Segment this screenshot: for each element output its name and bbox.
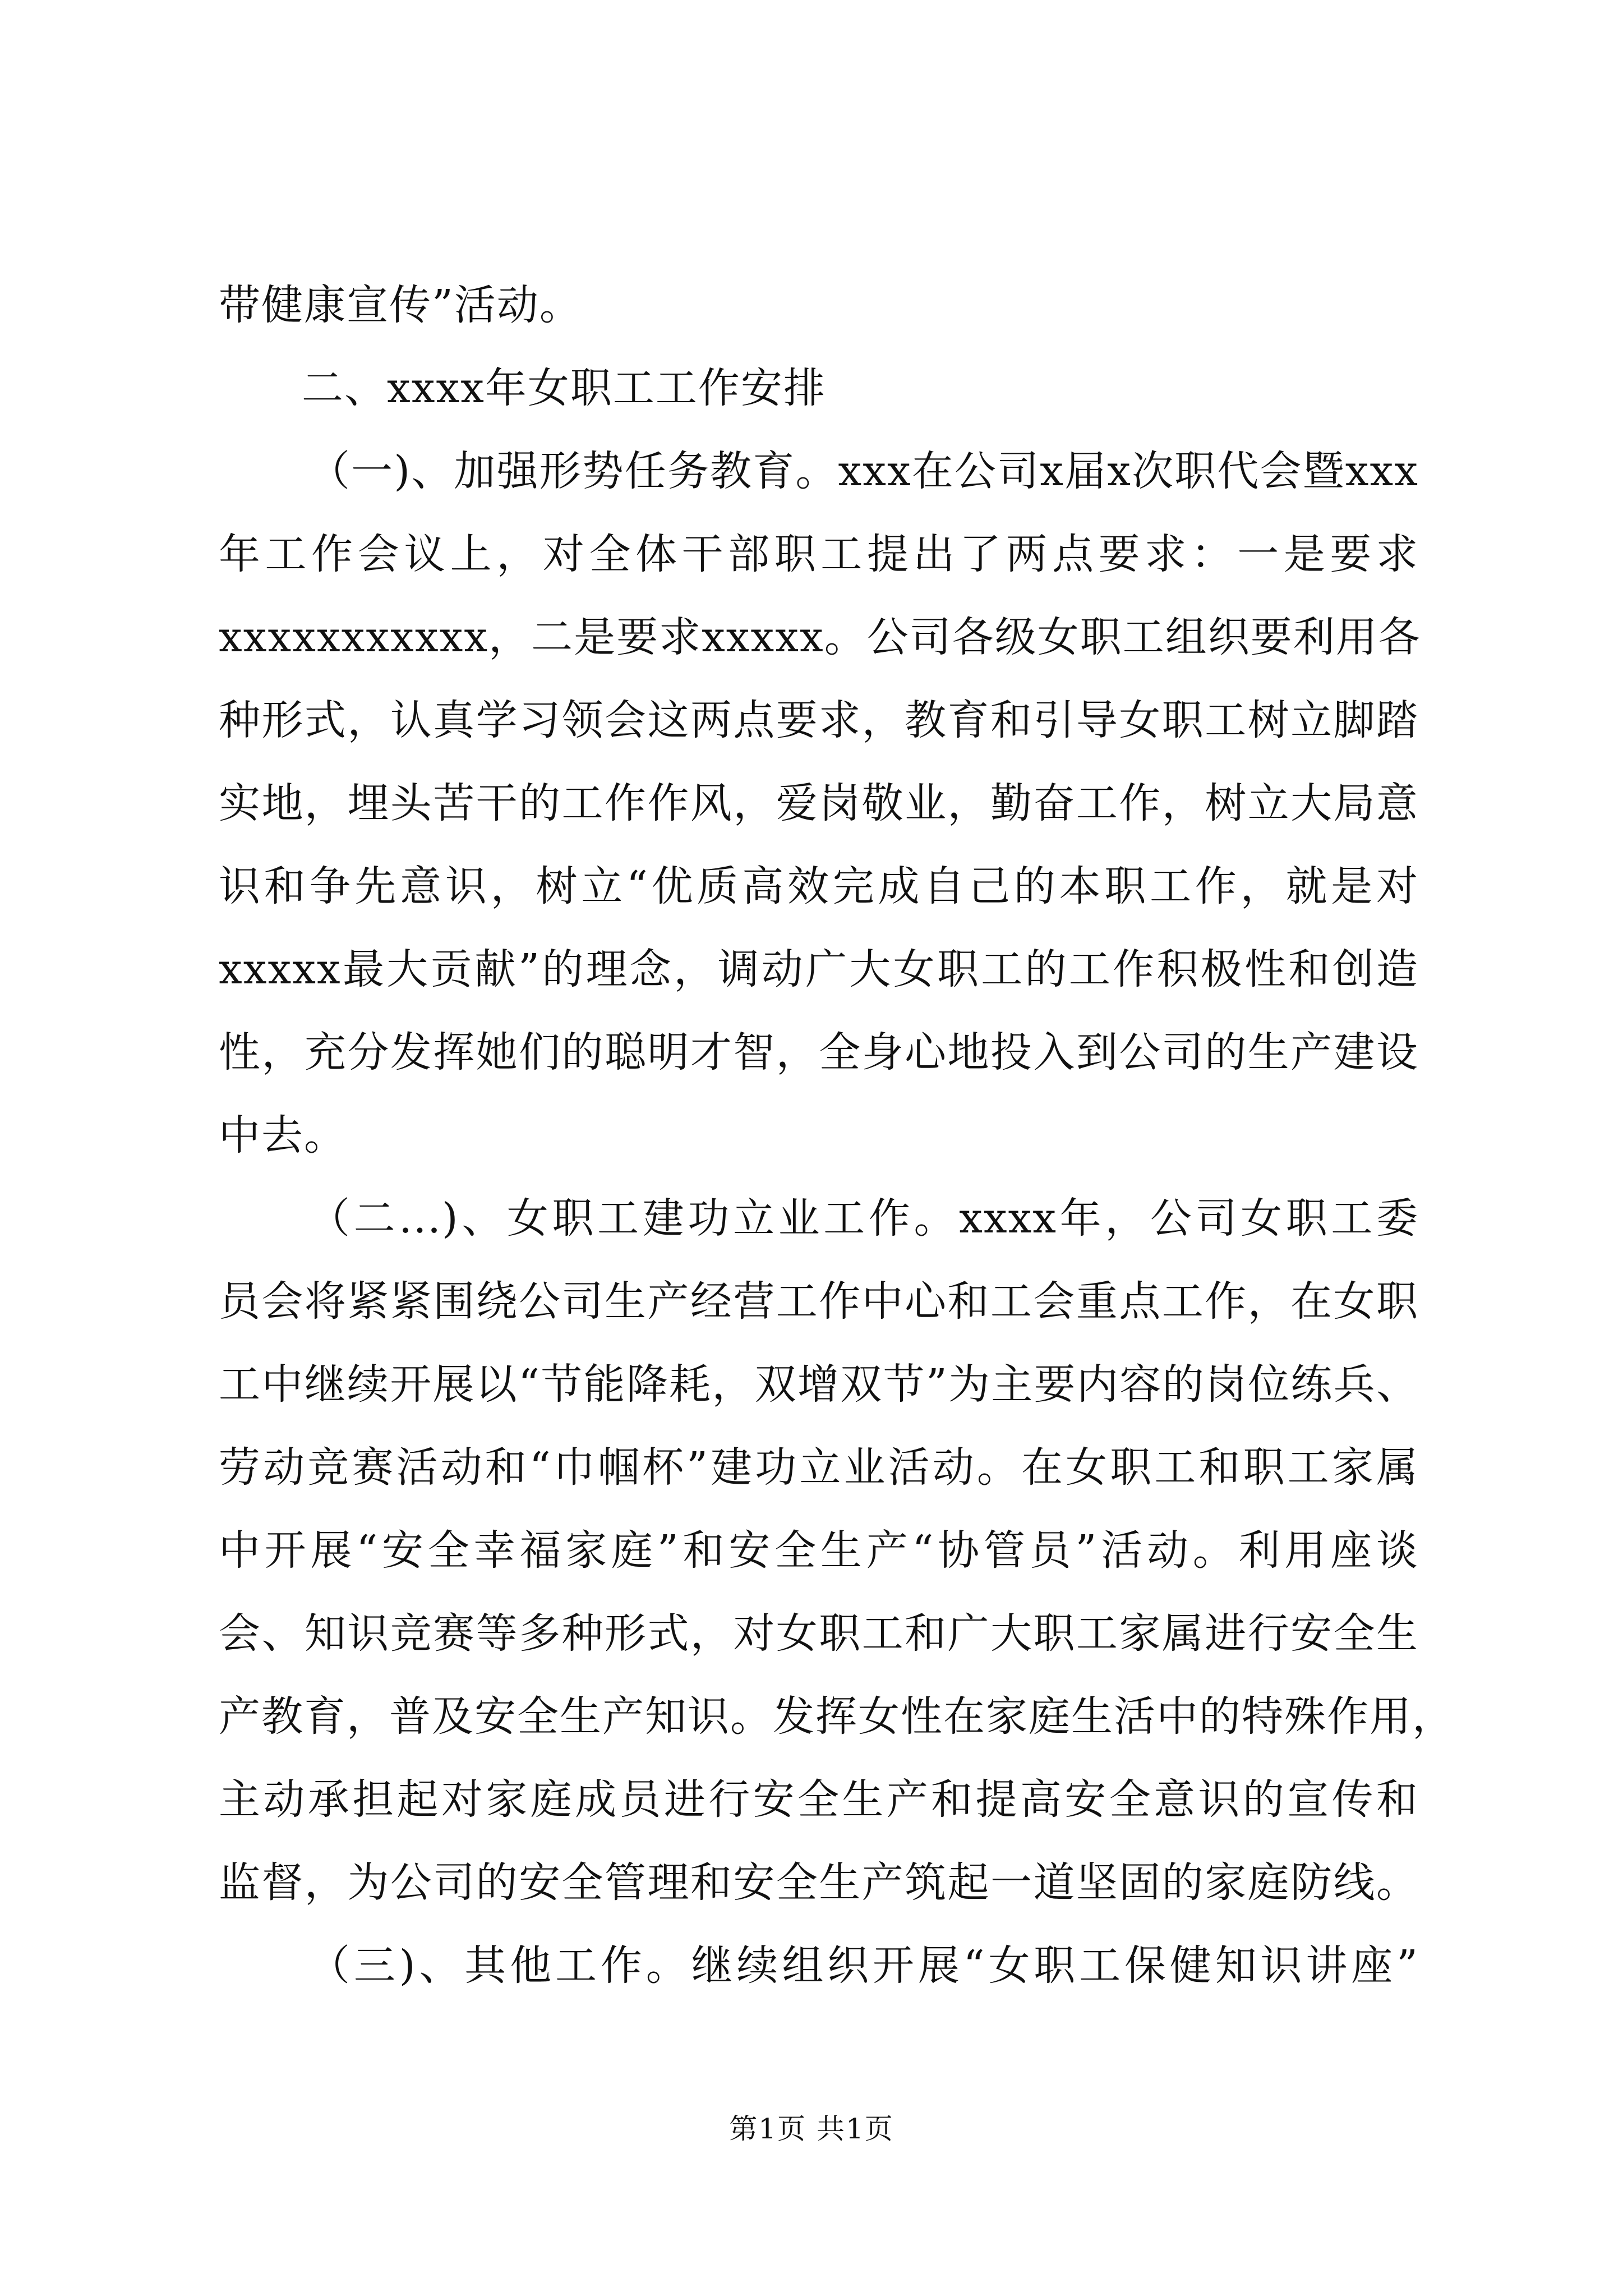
- text-line: 识和争先意识，树立“优质高效完成自己的本职工作，就是对: [219, 862, 1419, 910]
- text-line: 中开展“安全幸福家庭”和安全生产“协管员”活动。利用座谈: [219, 1526, 1419, 1575]
- text-line: 主动承担起对家庭成员进行安全生产和提高安全意识的宣传和: [219, 1775, 1419, 1824]
- section-heading: 二、xxxx年女职工工作安排: [302, 364, 826, 412]
- page-number-label: 第1页 共1页: [729, 2113, 894, 2145]
- text-line: 带健康宣传”活动。: [219, 281, 582, 329]
- text-line: 监督，为公司的安全管理和安全生产筑起一道坚固的家庭防线。: [219, 1858, 1419, 1907]
- text-line: 会、知识竞赛等多种形式，对女职工和广大职工家属进行安全生: [219, 1609, 1419, 1658]
- text-line: xxxxxxxxxxx，二是要求xxxxx。公司各级女职工组织要利用各: [219, 613, 1421, 661]
- text-line: 中去。: [219, 1111, 347, 1159]
- text-line: 员会将紧紧围绕公司生产经营工作中心和工会重点工作，在女职: [219, 1277, 1419, 1326]
- text-line: 劳动竞赛活动和“巾帼杯”建功立业活动。在女职工和职工家属: [219, 1443, 1419, 1492]
- text-line: 性，充分发挥她们的聪明才智，全身心地投入到公司的生产建设: [219, 1028, 1419, 1076]
- text-line: 实地，埋头苦干的工作作风，爱岗敬业，勤奋工作，树立大局意: [219, 779, 1419, 827]
- paragraph-first-line: （一)、加强形势任务教育。xxx在公司x届x次职代会暨xxx: [308, 447, 1419, 495]
- text-line: 产教育，普及安全生产知识。发挥女性在家庭生活中的特殊作用，: [219, 1692, 1455, 1741]
- document-body: [219, 264, 1455, 2007]
- text-line: 种形式，认真学习领会这两点要求，教育和引导女职工树立脚踏: [219, 696, 1419, 744]
- text-line: 年工作会议上，对全体干部职工提出了两点要求：一是要求: [219, 530, 1419, 578]
- page-footer: [0, 2109, 1623, 2148]
- text-line: 工中继续开展以“节能降耗，双增双节”为主要内容的岗位练兵、: [219, 1360, 1419, 1409]
- text-line: xxxxx最大贡献”的理念，调动广大女职工的工作积极性和创造: [219, 945, 1419, 993]
- paragraph-first-line: （三)、其他工作。继续组织开展“女职工保健知识讲座”: [308, 1941, 1419, 1990]
- paragraph-first-line: （二...)、女职工建功立业工作。xxxx年，公司女职工委: [308, 1194, 1419, 1243]
